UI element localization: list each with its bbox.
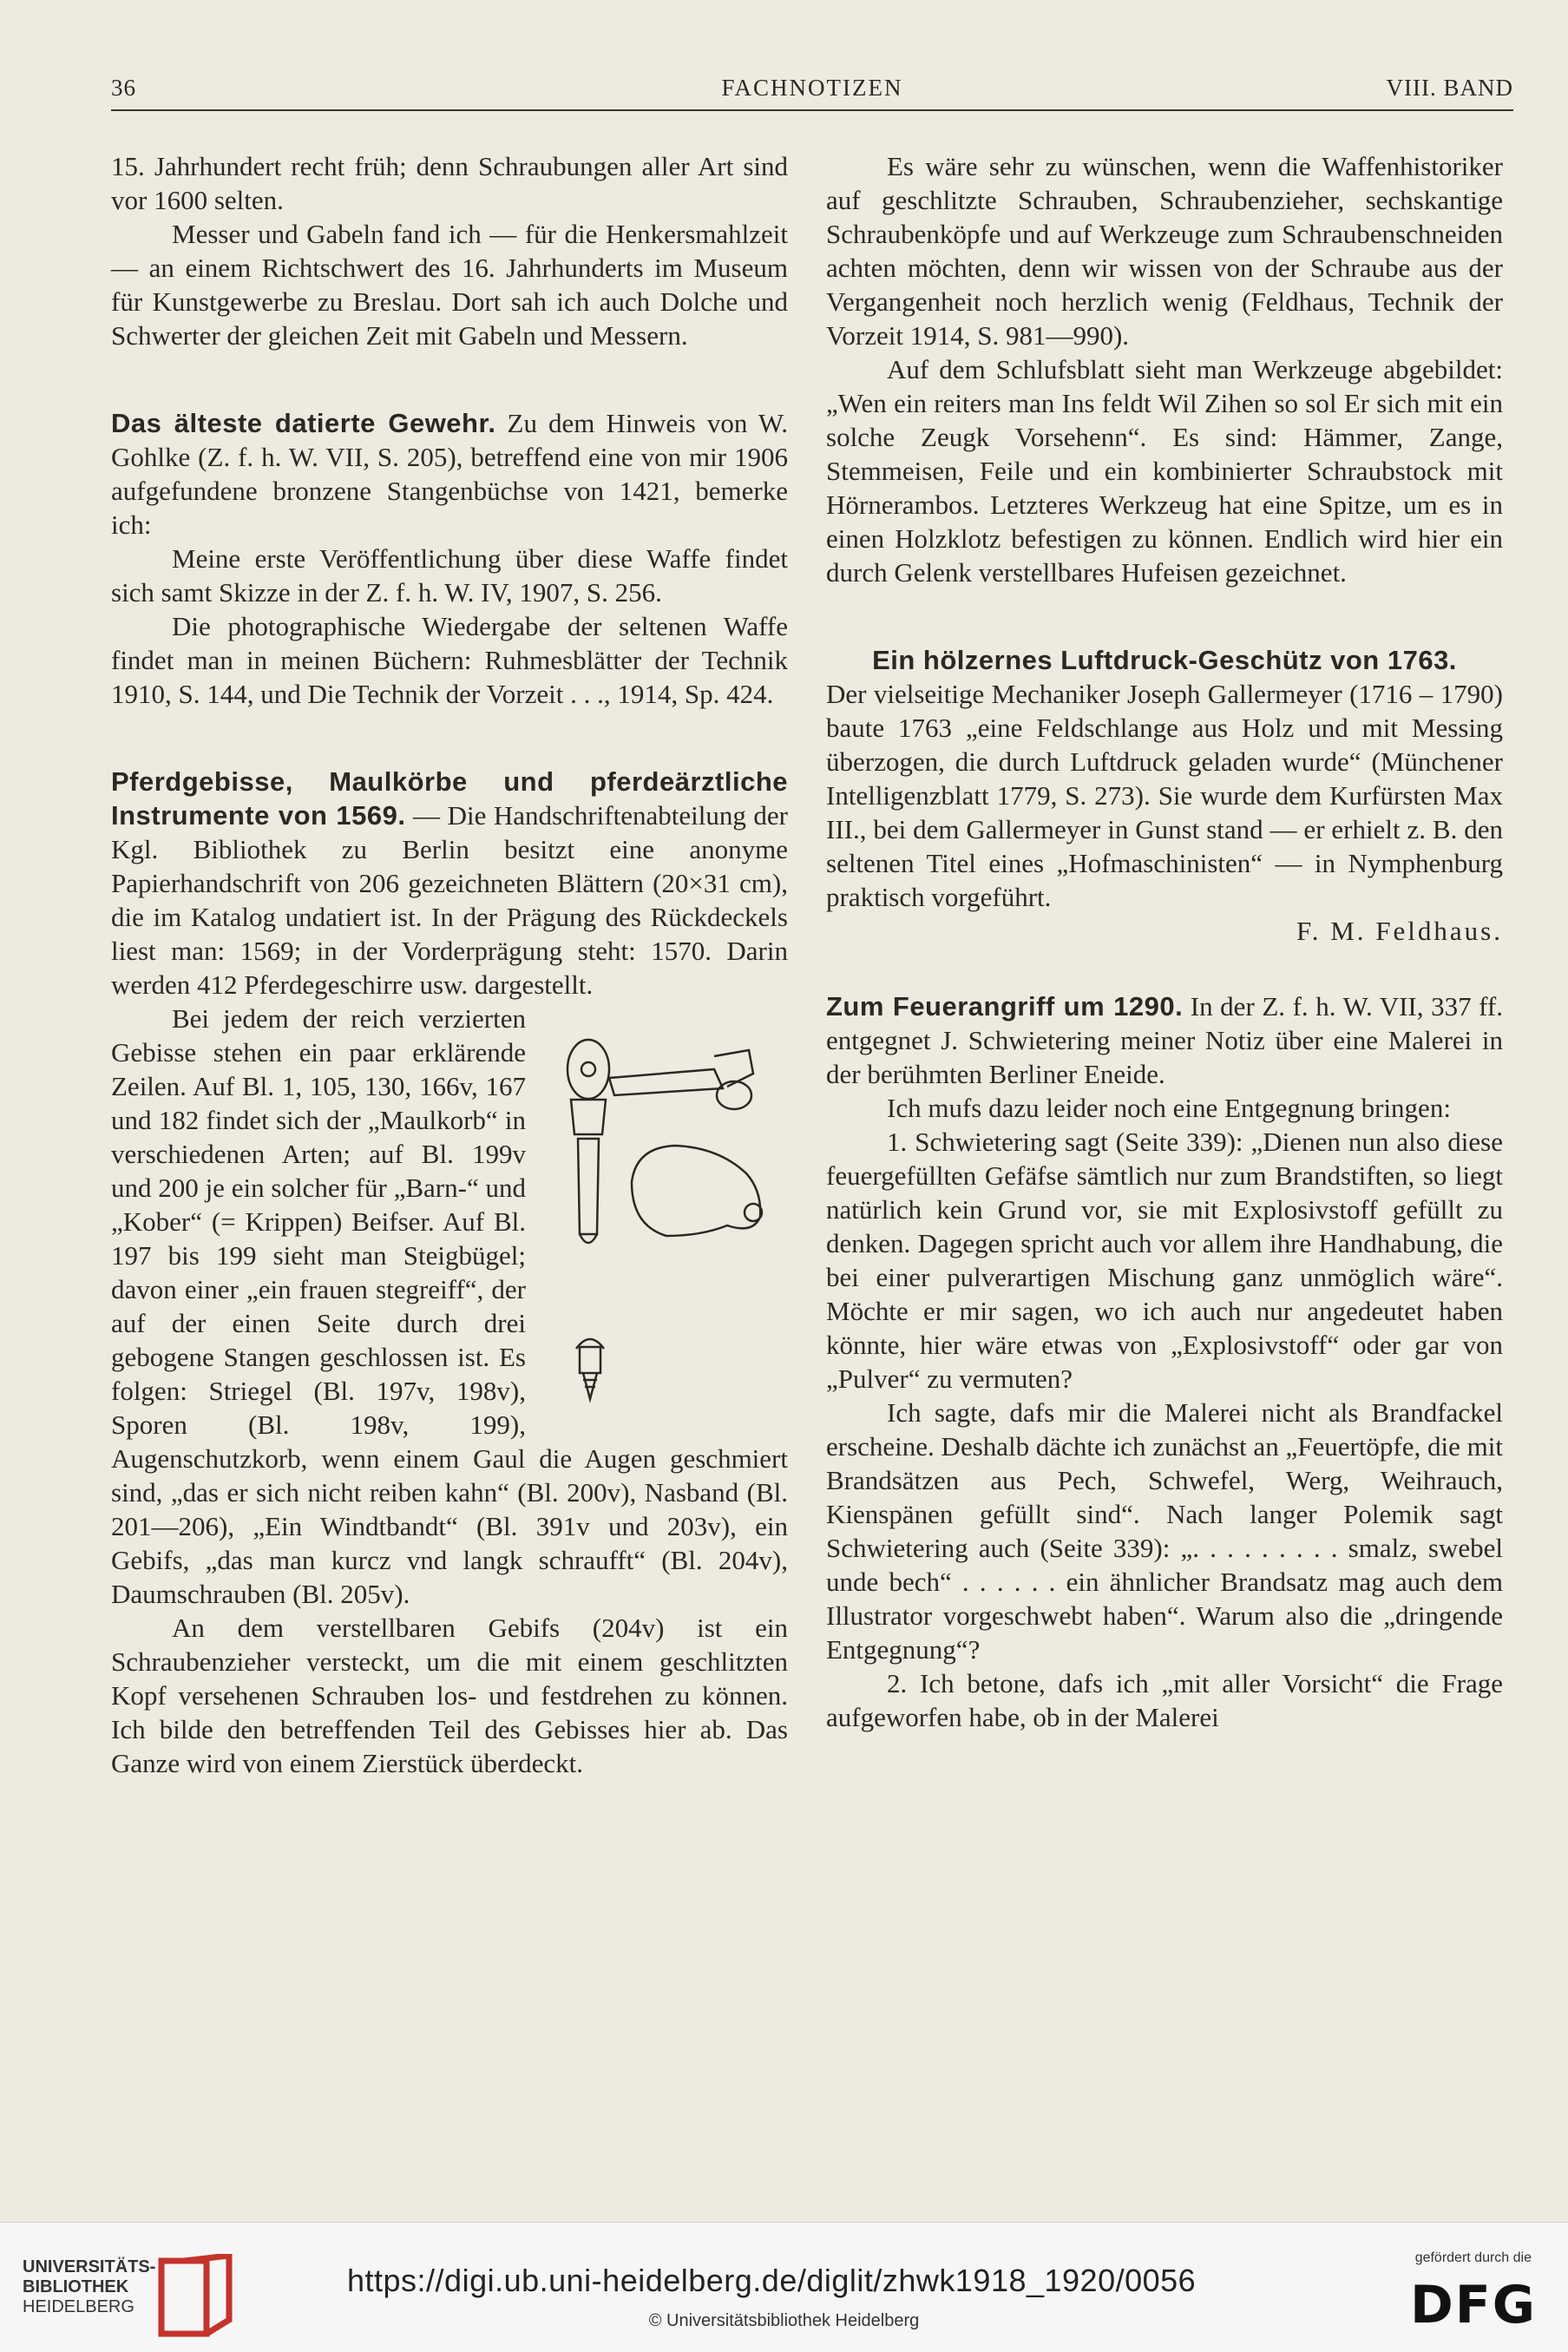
copyright-notice: © Universitätsbibliothek Heidelberg (648, 2311, 920, 2330)
header-rule (111, 109, 1513, 111)
funding-note: gefördert durch die (1414, 2250, 1532, 2265)
library-name-line: HEIDELBERG (23, 2297, 134, 2316)
section-heading: Ein hölzernes Luftdruck-Geschütz von 1763. (872, 645, 1457, 675)
viewer-footer (0, 2222, 1568, 2352)
library-name-line: UNIVERSITÄTS- (23, 2257, 156, 2276)
bit-illustration (545, 1008, 788, 1416)
paragraph: 2. Ich betone, dafs ich „mit aller Vorsicht“ die Frage aufgeworfen habe, ob in der Malerei (826, 1668, 1503, 1732)
paragraph: — Die Handschriftenabteilung der Kgl. Bibliothek zu Berlin besitzt eine anonyme Papierhandschrift von 206 gezeichneten Blättern (20×31 cm), die im Katalog undatiert ist. In der Prägung des Rückdeckels liest man: 1569; in der Vorderprägung steht: 1570. Darin werden 412 Pferdegeschirre usw. dargestellt. (111, 800, 788, 1000)
paragraph: Die photographische Wiedergabe der seltenen Waffe findet man in meinen Büchern: Ruhmesblätter der Technik 1910, S. 144, und Die Technik der Vorzeit . . ., 1914, Sp. 424. (111, 611, 788, 709)
author-signature: F. M. Feldhaus. (1296, 916, 1503, 946)
paragraph: Es wäre sehr zu wünschen, wenn die Waffenhistoriker auf geschlitzte Schrauben, Schraubenzieher, sechskantige Schraubenköpfe und auf Werkzeuge zum Schraubenschneiden achten möchten, denn wir wissen von der Schraube aus der Vergangenheit noch herzlich wenig (Feldhaus, Technik der Vorzeit 1914, S. 981—990). (826, 151, 1503, 351)
paragraph: Meine erste Veröffentlichung über diese Waffe findet sich samt Skizze in der Z. f. h. W. IV, 1907, S. 256. (111, 543, 788, 608)
left-column (111, 149, 788, 1780)
section-heading: Zum Feuerangriff um 1290. (826, 991, 1184, 1022)
permalink-url[interactable]: https://digi.ub.uni-heidelberg.de/diglit/zhwk1918_1920/0056 (347, 2263, 1197, 2298)
page-number: 36 (111, 75, 136, 101)
library-name-line: BIBLIOTHEK (23, 2277, 129, 2296)
paragraph: Ich sagte, dafs mir die Malerei nicht als Brandfackel erscheine. Deshalb dächte ich zunächst an „Feuertöpfe, die mit Brandsätzen aus Pech, Schwefel, Werg, Weihrauch, Kienspänen gefüllt sind“. Nach langer Polemik sagt Schwietering auch (Seite 339): „. . . . . . . . . smalz, swebel unde bech“ . . . . . . ein ähnlicher Brandsatz mag auch dem Illustrator vorgeschwebt haben“. Warum also die „dringende Entgegnung“? (826, 1397, 1503, 1665)
dfg-logo[interactable]: DFG (1409, 2275, 1537, 2336)
paragraph: An dem verstellbaren Gebifs (204v) ist ein Schraubenzieher versteckt, um die mit einem geschlitzten Kopf versehenen Schrauben los- und festdrehen zu können. Ich bilde den betreffenden Teil des Gebisses hier ab. Das Ganze wird von einem Zierstück überdeckt. (111, 1613, 788, 1778)
paragraph: Bei jedem der reich verzierten Gebisse stehen ein paar erklärende Zeilen. Auf Bl. 1, 105, 130, 166v, 167 und 182 findet sich der „Maulkorb“ in verschiedenen Arten; auf Bl. 199v und 200 je ein solcher für „Barn-“ und „Kober“ (= Krippen) Beifser. Auf Bl. 197 bis 199 sieht man Steigbügel; davon einer „ein frauen stegreiff“, der auf der einen Seite durch drei gebogene Stangen geschlossen ist. Es folgen: Striegel (Bl. 197v, 198v), Sporen (Bl. 198v, 199), Augenschutzkorb, wenn einem Gaul die Augen geschmiert sind, „das er sich nicht reiben kahn“ (Bl. 200v), Nasband (Bl. 201—206), „Ein Windtbandt“ (Bl. 391v und 203v), ein Gebifs, „das man kurcz vnd langk schraufft“ (Bl. 204v), Daumschrauben (Bl. 205v). (111, 1003, 788, 1609)
paragraph: Der vielseitige Mechaniker Joseph Gallermeyer (1716 – 1790) baute 1763 „eine Feldschlange aus Holz und mit Messing überzogen, die durch Luftdruck geladen wurde“ (Münchener Intelligenzblatt 1779, S. 273). Sie wurde dem Kurfürsten Max III., bei dem Gallermeyer in Gunst stand — er erhielt z. B. den seltenen Titel eines „Hofmaschinisten“ — in Nymphenburg praktisch vorgeführt. (826, 679, 1503, 912)
bit-drawing (545, 1008, 788, 1416)
signature-line (826, 914, 1503, 948)
paragraph: 1. Schwietering sagt (Seite 339): „Dienen nun also diese feuergefüllten Gefäfse sämtlich nur zum Brandstiften, so liegt natürlich kein Grund vor, sie mit Explosivstoff gefüllt zu denken. Dagegen spricht auch vor allem ihre Handhabung, die bei einer pulverartigen Mischung ganz unmöglich wäre“. Möchte er mir sagen, wo ich auch nur angedeutet haben könnte, hier wäre etwas von „Explosivstoff“ oder gar von „Pulver“ zu vermuten? (826, 1127, 1503, 1394)
section-heading: Das älteste datierte Gewehr. (111, 408, 496, 438)
volume-label: VIII. BAND (1386, 75, 1513, 101)
paragraph: Messer und Gabeln fand ich — für die Henkersmahlzeit — an einem Richtschwert des 16. Jahrhunderts im Museum für Kunstgewerbe zu Breslau. Dort sah ich auch Dolche und Schwerter der gleichen Zeit mit Gabeln und Messern. (111, 219, 788, 351)
running-title: FACHNOTIZEN (721, 75, 903, 101)
paragraph: 15. Jahrhundert recht früh; denn Schraubungen aller Art sind vor 1600 selten. (111, 151, 788, 215)
paragraph: Auf dem Schlufsblatt sieht man Werkzeuge abgebildet: „Wen ein reiters man Ins feldt Wil Zihen so sol Er sich mit ein solche Zeugk Vorsehenn“. Es sind: Hämmer, Zange, Stemmeisen, Feile und ein kombinierter Schraubstock mit Hörnerambos. Letzteres Werkzeug hat eine Spitze, um es in einen Holzklotz befestigen zu können. Endlich wird hier ein durch Gelenk verstellbares Hufeisen gezeichnet. (826, 354, 1503, 588)
paragraph: Zu dem Hinweis von W. Gohlke (Z. f. h. W. VII, S. 205), betreffend eine von mir 1906 aufgefundene bronzene Stangenbüchse von 1421, bemerke ich: (111, 408, 788, 540)
paragraph: In der Z. f. h. W. VII, 337 ff. entgegnet J. Schwietering meiner Notiz über eine Malerei in der berühmten Berliner Eneide. (826, 991, 1503, 1089)
section-heading: Pferdgebisse, Maulkörbe und pferdeärztliche Instrumente von 1569. (111, 766, 788, 831)
running-header (111, 71, 1513, 115)
right-column (826, 149, 1503, 1734)
paragraph: Ich mufs dazu leider noch eine Entgegnung bringen: (887, 1093, 1451, 1123)
